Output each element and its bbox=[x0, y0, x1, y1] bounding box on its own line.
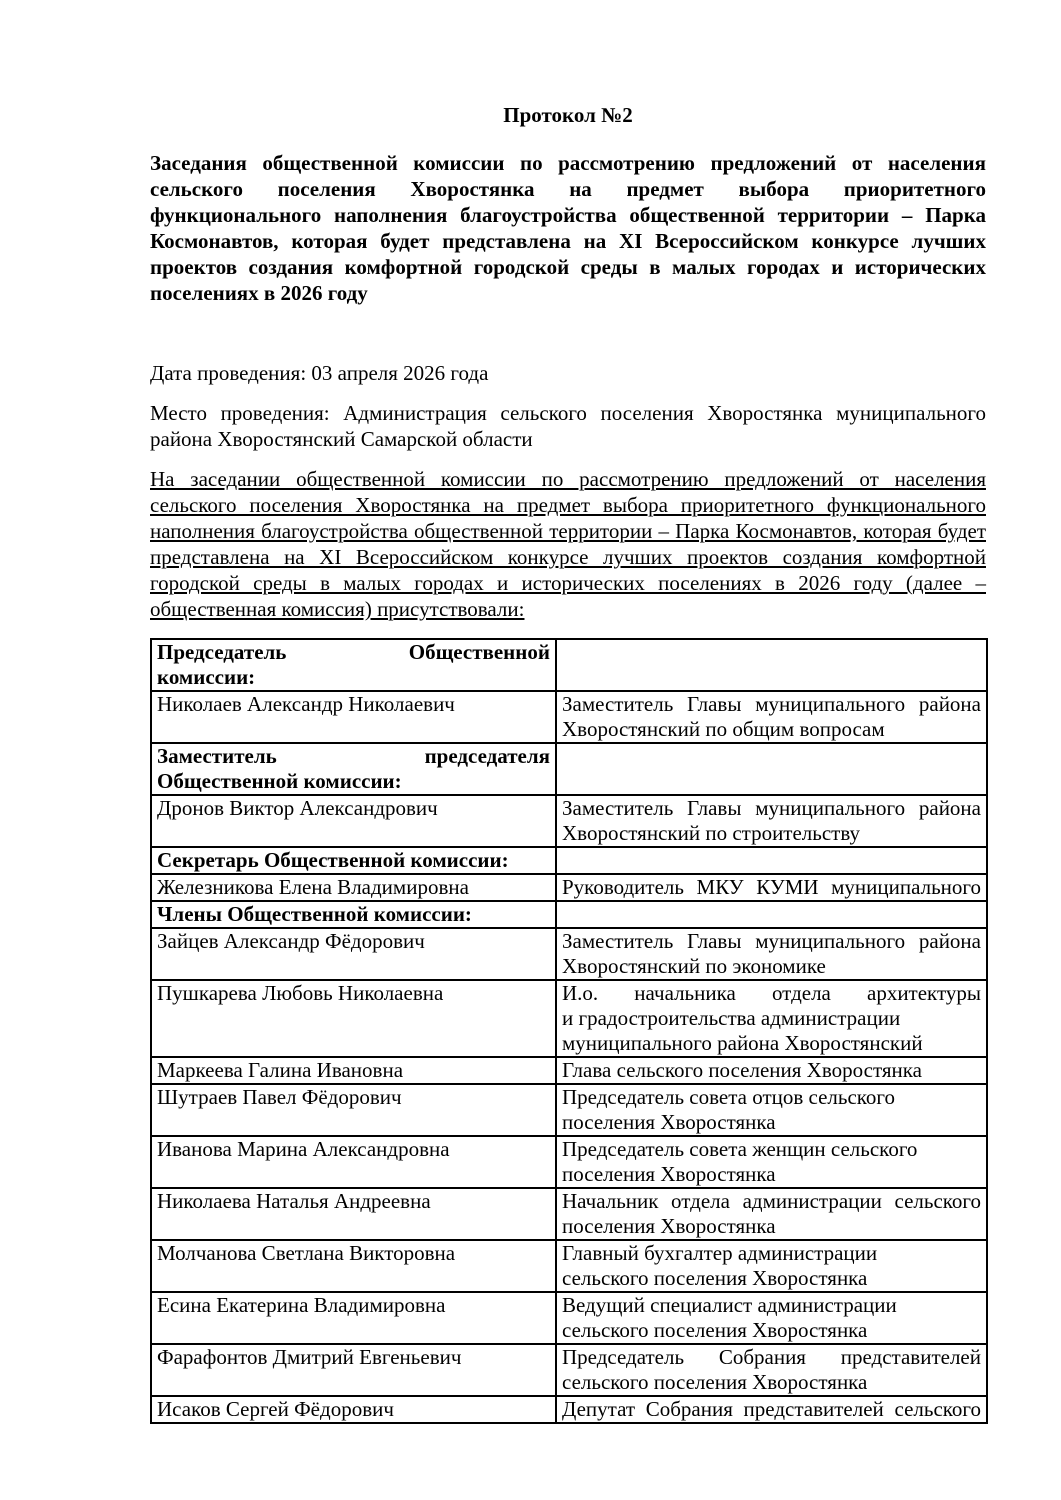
cell-line: Хворостянский по экономике bbox=[562, 954, 826, 978]
table-row bbox=[151, 1344, 987, 1396]
cell-line: Секретарь Общественной комиссии: bbox=[157, 848, 509, 872]
cell-line: Николаева Наталья Андреевна bbox=[157, 1189, 431, 1213]
table-row bbox=[151, 795, 987, 847]
member-role-cell bbox=[556, 980, 987, 1057]
member-name-cell bbox=[151, 1396, 556, 1423]
cell-line: поселения Хворостянка bbox=[562, 1162, 776, 1186]
member-role-cell bbox=[556, 639, 987, 691]
table-row bbox=[151, 1240, 987, 1292]
cell-line: Шутраев Павел Фёдорович bbox=[157, 1085, 402, 1109]
table-row bbox=[151, 847, 987, 874]
cell-line: Есина Екатерина Владимировна bbox=[157, 1293, 446, 1317]
cell-line: Заместитель председателя bbox=[157, 744, 550, 768]
table-row bbox=[151, 639, 987, 691]
member-name-cell bbox=[151, 1188, 556, 1240]
date-line: Дата проведения: 03 апреля 2026 года bbox=[150, 361, 489, 385]
cell-line: Иванова Марина Александровна bbox=[157, 1137, 450, 1161]
cell-line: Исаков Сергей Фёдорович bbox=[157, 1397, 394, 1421]
attendees-intro-paragraph: На заседании общественной комиссии по рассмотрению предложений от населения сельского поселения Хворостянка на предмет выбора приоритетного функционального наполнения благоустройства общественной территории – Парка Космонавтов, которая будет представлена на XI Всероссийском конкурсе лучших проектов создания комфортной городской среды в малых городах и исторических поселениях в 2026 году (далее – общественная комиссия) присутствовали: bbox=[150, 467, 986, 621]
cell-line: Председатель совета отцов сельского bbox=[562, 1085, 896, 1109]
cell-line: Хворостянский по общим вопросам bbox=[562, 717, 885, 741]
member-role-cell bbox=[556, 901, 987, 928]
cell-line: Глава сельского поселения Хворостянка bbox=[562, 1058, 922, 1082]
attendees-table bbox=[150, 638, 988, 1424]
cell-line: Общественной комиссии: bbox=[157, 769, 402, 793]
member-name-cell bbox=[151, 1136, 556, 1188]
table-row bbox=[151, 928, 987, 980]
cell-line: Члены Общественной комиссии: bbox=[157, 902, 472, 926]
cell-line: Молчанова Светлана Викторовна bbox=[157, 1241, 456, 1265]
cell-line: Главный бухгалтер администрации bbox=[562, 1241, 878, 1265]
cell-line: сельского поселения Хворостянка bbox=[562, 1318, 868, 1342]
cell-line: Руководитель МКУ КУМИ муниципального bbox=[562, 875, 981, 899]
table-row bbox=[151, 1292, 987, 1344]
cell-line: Заместитель Главы муниципального района bbox=[562, 796, 981, 820]
cell-line: сельского поселения Хворостянка bbox=[562, 1370, 868, 1394]
cell-line: сельского поселения Хворостянка bbox=[562, 1266, 868, 1290]
member-role-cell bbox=[556, 1188, 987, 1240]
cell-line: Зайцев Александр Фёдорович bbox=[157, 929, 425, 953]
member-role-cell bbox=[556, 874, 987, 901]
cell-line: Начальник отдела администрации сельского bbox=[562, 1189, 981, 1213]
member-role-cell bbox=[556, 795, 987, 847]
section-header-cell bbox=[151, 901, 556, 928]
cell-line: И.о. начальника отдела архитектуры bbox=[562, 981, 981, 1005]
cell-line: Николаев Александр Николаевич bbox=[157, 692, 455, 716]
table-row bbox=[151, 1057, 987, 1084]
cell-line: Заместитель Главы муниципального района bbox=[562, 929, 981, 953]
cell-line: Дронов Виктор Александрович bbox=[157, 796, 438, 820]
section-header-cell bbox=[151, 847, 556, 874]
intro-paragraph: Заседания общественной комиссии по рассмотрению предложений от населения сельского поселения Хворостянка на предмет выбора приоритетного функционального наполнения благоустройства общественной территории – Парка Космонавтов, которая будет представлена на XI Всероссийском конкурсе лучших проектов создания комфортной городской среды в малых городах и исторических поселениях в 2026 году bbox=[150, 151, 986, 305]
table-row bbox=[151, 1136, 987, 1188]
member-role-cell bbox=[556, 1084, 987, 1136]
member-name-cell bbox=[151, 1084, 556, 1136]
table-row bbox=[151, 874, 987, 901]
table-row bbox=[151, 901, 987, 928]
cell-line: Председатель Общественной bbox=[157, 640, 550, 664]
page-title: Протокол №2 bbox=[503, 103, 633, 127]
table-row bbox=[151, 1396, 987, 1423]
cell-line: Ведущий специалист администрации bbox=[562, 1293, 897, 1317]
member-role-cell bbox=[556, 928, 987, 980]
cell-line: Депутат Собрания представителей сельского bbox=[562, 1397, 981, 1421]
member-role-cell bbox=[556, 691, 987, 743]
member-name-cell bbox=[151, 1057, 556, 1084]
member-role-cell bbox=[556, 1240, 987, 1292]
table-row bbox=[151, 691, 987, 743]
table-row bbox=[151, 1188, 987, 1240]
member-role-cell bbox=[556, 1136, 987, 1188]
cell-line: поселения Хворостянка bbox=[562, 1110, 776, 1134]
cell-line: Председатель Собрания представителей bbox=[562, 1345, 981, 1369]
section-header-cell bbox=[151, 743, 556, 795]
attendees-table-body bbox=[151, 639, 987, 1423]
cell-line: поселения Хворостянка bbox=[562, 1214, 776, 1238]
place-line: Место проведения: Администрация сельского поселения Хворостянка муниципального района Хворостянский Самарской области bbox=[150, 401, 986, 451]
member-role-cell bbox=[556, 1057, 987, 1084]
member-role-cell bbox=[556, 847, 987, 874]
cell-line: Председатель совета женщин сельского bbox=[562, 1137, 918, 1161]
member-name-cell bbox=[151, 691, 556, 743]
cell-line: Железникова Елена Владимировна bbox=[157, 875, 469, 899]
member-role-cell bbox=[556, 1396, 987, 1423]
section-header-cell bbox=[151, 639, 556, 691]
cell-line: Фарафонтов Дмитрий Евгеньевич bbox=[157, 1345, 462, 1369]
member-name-cell bbox=[151, 928, 556, 980]
member-name-cell bbox=[151, 795, 556, 847]
table-row bbox=[151, 980, 987, 1057]
cell-line: Хворостянский по строительству bbox=[562, 821, 861, 845]
cell-line: Пушкарева Любовь Николаевна bbox=[157, 981, 444, 1005]
cell-line: комиссии: bbox=[157, 665, 256, 689]
member-name-cell bbox=[151, 1344, 556, 1396]
member-role-cell bbox=[556, 743, 987, 795]
table-row bbox=[151, 1084, 987, 1136]
table-row bbox=[151, 743, 987, 795]
cell-line: и градостроительства администрации bbox=[562, 1006, 901, 1030]
member-name-cell bbox=[151, 874, 556, 901]
cell-line: Заместитель Главы муниципального района bbox=[562, 692, 981, 716]
member-name-cell bbox=[151, 1292, 556, 1344]
cell-line: муниципального района Хворостянский bbox=[562, 1031, 923, 1055]
member-role-cell bbox=[556, 1292, 987, 1344]
document-content bbox=[150, 102, 986, 1424]
cell-line: Маркеева Галина Ивановна bbox=[157, 1058, 404, 1082]
member-name-cell bbox=[151, 1240, 556, 1292]
member-role-cell bbox=[556, 1344, 987, 1396]
member-name-cell bbox=[151, 980, 556, 1057]
